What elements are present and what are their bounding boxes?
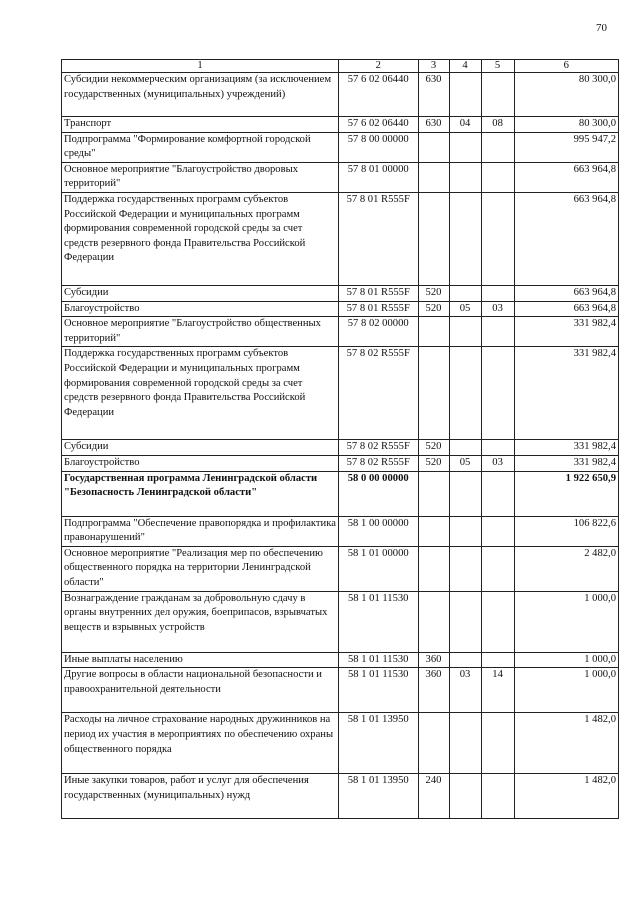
table-header-row [62,60,619,73]
row-amount: 663 964,8 [514,301,618,317]
row-name: Поддержка государственных программ субъектов Российской Федерации и муниципальных программ формирования современной городской среды за счет средств резервного фонда Правительства Российской Федерации [62,192,339,285]
table-row [62,546,619,591]
table-row [62,301,619,317]
row-amount: 1 000,0 [514,652,618,668]
row-name: Другие вопросы в области национальной безопасности и правоохранительной деятельности [62,668,339,713]
row-subsection [481,285,514,301]
row-amount: 1 000,0 [514,591,618,652]
row-target-code: 57 6 02 06440 [338,117,418,133]
row-expense-type [418,516,449,546]
column-header: 4 [449,60,481,73]
row-expense-type: 520 [418,285,449,301]
row-section [449,192,481,285]
row-section [449,516,481,546]
row-subsection [481,471,514,516]
row-subsection [481,516,514,546]
table-row [62,591,619,652]
row-amount: 1 482,0 [514,713,618,774]
row-amount: 106 822,6 [514,516,618,546]
row-target-code: 58 1 01 13950 [338,774,418,819]
row-target-code: 58 0 00 00000 [338,471,418,516]
table-row [62,117,619,133]
row-target-code: 58 1 01 11530 [338,668,418,713]
row-target-code: 57 8 02 00000 [338,317,418,347]
row-expense-type: 360 [418,652,449,668]
column-header: 3 [418,60,449,73]
page-number: 70 [596,22,607,34]
table-row [62,440,619,456]
row-amount: 331 982,4 [514,455,618,471]
row-name: Расходы на личное страхование народных дружинников на период их участия в мероприятиях по обеспечению охраны общественного порядка [62,713,339,774]
row-expense-type [418,471,449,516]
row-section [449,317,481,347]
row-subsection: 03 [481,301,514,317]
column-header: 2 [338,60,418,73]
row-name: Подпрограмма "Формирование комфортной городской среды" [62,132,339,162]
row-section [449,591,481,652]
row-name: Поддержка государственных программ субъектов Российской Федерации и муниципальных программ формирования современной городской среды за счет средств резервного фонда Правительства Российской Федерации [62,347,339,440]
row-expense-type [418,192,449,285]
row-section [449,713,481,774]
table-row [62,652,619,668]
table-row [62,317,619,347]
row-section: 03 [449,668,481,713]
table-row [62,162,619,192]
row-target-code: 57 8 02 R555F [338,455,418,471]
row-target-code: 58 1 01 11530 [338,591,418,652]
row-section [449,652,481,668]
column-header: 1 [62,60,339,73]
row-expense-type: 520 [418,301,449,317]
row-subsection: 03 [481,455,514,471]
row-subsection [481,713,514,774]
row-target-code: 57 8 01 00000 [338,162,418,192]
table-row [62,455,619,471]
row-name: Благоустройство [62,301,339,317]
table-row [62,713,619,774]
row-section [449,471,481,516]
row-expense-type [418,713,449,774]
table-row [62,73,619,117]
row-amount: 331 982,4 [514,347,618,440]
row-target-code: 57 6 02 06440 [338,73,418,117]
row-subsection [481,652,514,668]
row-name: Иные закупки товаров, работ и услуг для обеспечения государственных (муниципальных) нужд [62,774,339,819]
row-expense-type: 630 [418,117,449,133]
row-amount: 2 482,0 [514,546,618,591]
row-subsection [481,192,514,285]
row-name: Вознаграждение гражданам за добровольную сдачу в органы внутренних дел оружия, боеприпасов, взрывчатых веществ и взрывных устройств [62,591,339,652]
row-target-code: 57 8 00 00000 [338,132,418,162]
row-amount: 80 300,0 [514,117,618,133]
row-section [449,73,481,117]
row-target-code: 57 8 02 R555F [338,347,418,440]
row-name: Подпрограмма "Обеспечение правопорядка и профилактика правонарушений" [62,516,339,546]
row-subsection [481,162,514,192]
row-amount: 331 982,4 [514,317,618,347]
row-section: 05 [449,455,481,471]
row-expense-type: 520 [418,440,449,456]
row-subsection: 14 [481,668,514,713]
row-amount: 80 300,0 [514,73,618,117]
column-header: 5 [481,60,514,73]
row-section [449,285,481,301]
row-target-code: 58 1 00 00000 [338,516,418,546]
row-amount: 663 964,8 [514,162,618,192]
row-amount: 1 000,0 [514,668,618,713]
column-header: 6 [514,60,618,73]
row-name: Основное мероприятие "Благоустройство дворовых территорий" [62,162,339,192]
row-subsection [481,347,514,440]
row-amount: 663 964,8 [514,285,618,301]
row-name: Субсидии [62,285,339,301]
table-row [62,192,619,285]
row-name: Основное мероприятие "Реализация мер по обеспечению общественного порядка на территории Ленинградской области" [62,546,339,591]
table-row [62,285,619,301]
row-expense-type [418,317,449,347]
table-row [62,774,619,819]
table-row [62,132,619,162]
row-section [449,132,481,162]
row-subsection [481,73,514,117]
row-target-code: 58 1 01 13950 [338,713,418,774]
row-subsection [481,440,514,456]
row-target-code: 58 1 01 11530 [338,652,418,668]
row-expense-type [418,347,449,440]
row-name: Благоустройство [62,455,339,471]
row-name: Транспорт [62,117,339,133]
row-section: 04 [449,117,481,133]
row-target-code: 57 8 02 R555F [338,440,418,456]
row-target-code: 57 8 01 R555F [338,301,418,317]
budget-table [61,59,619,819]
row-target-code: 57 8 01 R555F [338,285,418,301]
row-expense-type [418,162,449,192]
row-subsection [481,591,514,652]
row-amount: 663 964,8 [514,192,618,285]
row-target-code: 58 1 01 00000 [338,546,418,591]
row-section [449,440,481,456]
row-subsection [481,774,514,819]
row-subsection [481,546,514,591]
table-body [62,73,619,819]
row-amount: 1 922 650,9 [514,471,618,516]
row-name: Государственная программа Ленинградской области "Безопасность Ленинградской области" [62,471,339,516]
row-amount: 331 982,4 [514,440,618,456]
row-amount: 995 947,2 [514,132,618,162]
row-target-code: 57 8 01 R555F [338,192,418,285]
row-expense-type [418,546,449,591]
row-section: 05 [449,301,481,317]
row-expense-type: 240 [418,774,449,819]
row-subsection: 08 [481,117,514,133]
row-subsection [481,317,514,347]
table-row [62,347,619,440]
row-expense-type: 520 [418,455,449,471]
row-section [449,162,481,192]
row-expense-type [418,132,449,162]
row-expense-type: 360 [418,668,449,713]
row-amount: 1 482,0 [514,774,618,819]
row-section [449,546,481,591]
row-section [449,774,481,819]
row-subsection [481,132,514,162]
table-row [62,516,619,546]
table-row [62,668,619,713]
row-section [449,347,481,440]
row-expense-type [418,591,449,652]
row-name: Иные выплаты населению [62,652,339,668]
row-name: Субсидии [62,440,339,456]
table-row [62,471,619,516]
row-name: Субсидии некоммерческим организациям (за исключением государственных (муниципальных) учреждений) [62,73,339,117]
row-expense-type: 630 [418,73,449,117]
row-name: Основное мероприятие "Благоустройство общественных территорий" [62,317,339,347]
